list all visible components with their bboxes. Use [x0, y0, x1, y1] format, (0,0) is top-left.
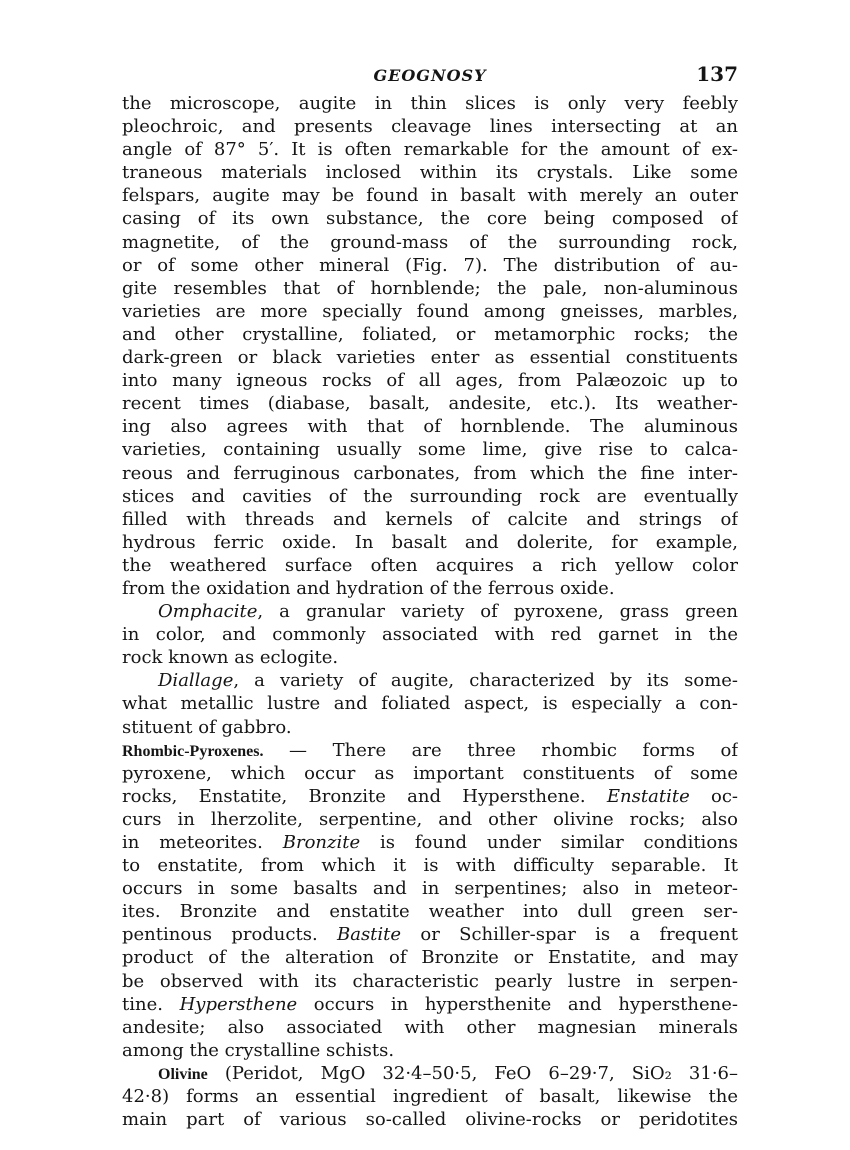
text-line: in color, and commonly associated with red garnet in the: [122, 624, 738, 646]
body-text: [122, 92, 738, 1131]
text-line: tine. Hypersthene occurs in hypersthenite and hypersthene-: [122, 993, 738, 1015]
text-line: ing also agrees with that of hornblende. The aluminous: [122, 416, 738, 438]
text-line: Omphacite, a granular variety of pyroxene, grass green: [158, 601, 738, 623]
term-hypersthene: Hypersthene: [179, 993, 298, 1015]
heading-rhombic-pyroxenes: Rhombic-Pyroxenes.: [122, 742, 264, 760]
text-line: magnetite, of the ground-mass of the surrounding rock,: [122, 231, 738, 253]
text-line: into many igneous rocks of all ages, from Palæozoic up to: [122, 370, 738, 392]
text-line: varieties are more specially found among gneisses, marbles,: [122, 300, 738, 322]
text-line: stituent of gabbro.: [122, 716, 292, 738]
term-bastite: Bastite: [336, 924, 402, 946]
text-line: or of some other mineral (Fig. 7). The distribution of au-: [122, 254, 738, 276]
text-line: rocks, Enstatite, Bronzite and Hypersthene. Enstatite oc-: [122, 785, 738, 807]
text-line: angle of 87° 5′. It is often remarkable for the amount of ex-: [122, 139, 738, 161]
page-header: [122, 58, 738, 88]
text-line: varieties, containing usually some lime, give rise to calca-: [122, 439, 738, 461]
text-line: casing of its own substance, the core being composed of: [122, 208, 738, 230]
text-line: Diallage, a variety of augite, characterized by its some-: [158, 670, 738, 692]
text-line: occurs in some basalts and in serpentines; also in meteor-: [122, 878, 738, 900]
text-line: Rhombic-Pyroxenes. — There are three rhombic forms of: [122, 739, 738, 761]
text-line: main part of various so-called olivine-rocks or peridotites: [122, 1109, 738, 1131]
text-line: pleochroic, and presents cleavage lines intersecting at an: [122, 116, 738, 138]
heading-olivine: Olivine: [158, 1065, 208, 1083]
text-line: product of the alteration of Bronzite or Enstatite, and may: [122, 947, 738, 969]
text-line: curs in lherzolite, serpentine, and other olivine rocks; also: [122, 808, 738, 830]
text-line: Olivine (Peridot, MgO 32·4–50·5, FeO 6–29·7, SiO₂ 31·6–: [158, 1062, 738, 1084]
text-line: recent times (diabase, basalt, andesite, etc.). Its weather-: [122, 393, 738, 415]
text-line: traneous materials inclosed within its crystals. Like some: [122, 162, 738, 184]
text-line: felspars, augite may be found in basalt with merely an outer: [122, 185, 738, 207]
text-line: stices and cavities of the surrounding rock are eventually: [122, 485, 738, 507]
text-line: in meteorites. Bronzite is found under similar conditions: [122, 832, 738, 853]
term-enstatite: Enstatite: [606, 785, 690, 807]
running-title: GEOGNOSY: [373, 66, 487, 85]
text-line: gite resembles that of hornblende; the pale, non-aluminous: [122, 277, 738, 299]
text-line: rock known as eclogite.: [122, 647, 339, 669]
term-omphacite: Omphacite: [158, 601, 258, 623]
text-line: the weathered surface often acquires a rich yellow color: [122, 554, 738, 576]
text-line: among the crystalline schists.: [122, 1039, 395, 1061]
text-line: filled with threads and kernels of calcite and strings of: [122, 508, 738, 530]
text-line: be observed with its characteristic pearly lustre in serpen-: [122, 970, 738, 992]
text-line: hydrous ferric oxide. In basalt and dolerite, for example,: [122, 531, 738, 553]
text-line: reous and ferruginous carbonates, from which the fine inter-: [122, 462, 738, 484]
text-line: and other crystalline, foliated, or metamorphic rocks; the: [122, 323, 738, 345]
text-line: to enstatite, from which it is with difficulty separable. It: [122, 855, 738, 877]
text-line: what metallic lustre and foliated aspect, is especially a con-: [122, 693, 738, 715]
text-line: pyroxene, which occur as important constituents of some: [122, 762, 738, 784]
page-number: 137: [696, 62, 738, 86]
text-line: dark-green or black varieties enter as essential constituents: [122, 347, 738, 369]
text-line: from the oxidation and hydration of the ferrous oxide.: [122, 577, 615, 599]
term-bronzite: Bronzite: [282, 832, 361, 853]
text-line: andesite; also associated with other magnesian minerals: [122, 1016, 738, 1038]
text-line: ites. Bronzite and enstatite weather into dull green ser-: [122, 901, 738, 923]
text-line: the microscope, augite in thin slices is only very feebly: [122, 93, 738, 114]
term-diallage: Diallage: [158, 670, 234, 692]
text-line: 42·8) forms an essential ingredient of basalt, likewise the: [122, 1086, 738, 1108]
text-line: pentinous products. Bastite or Schiller-spar is a frequent: [122, 924, 738, 946]
